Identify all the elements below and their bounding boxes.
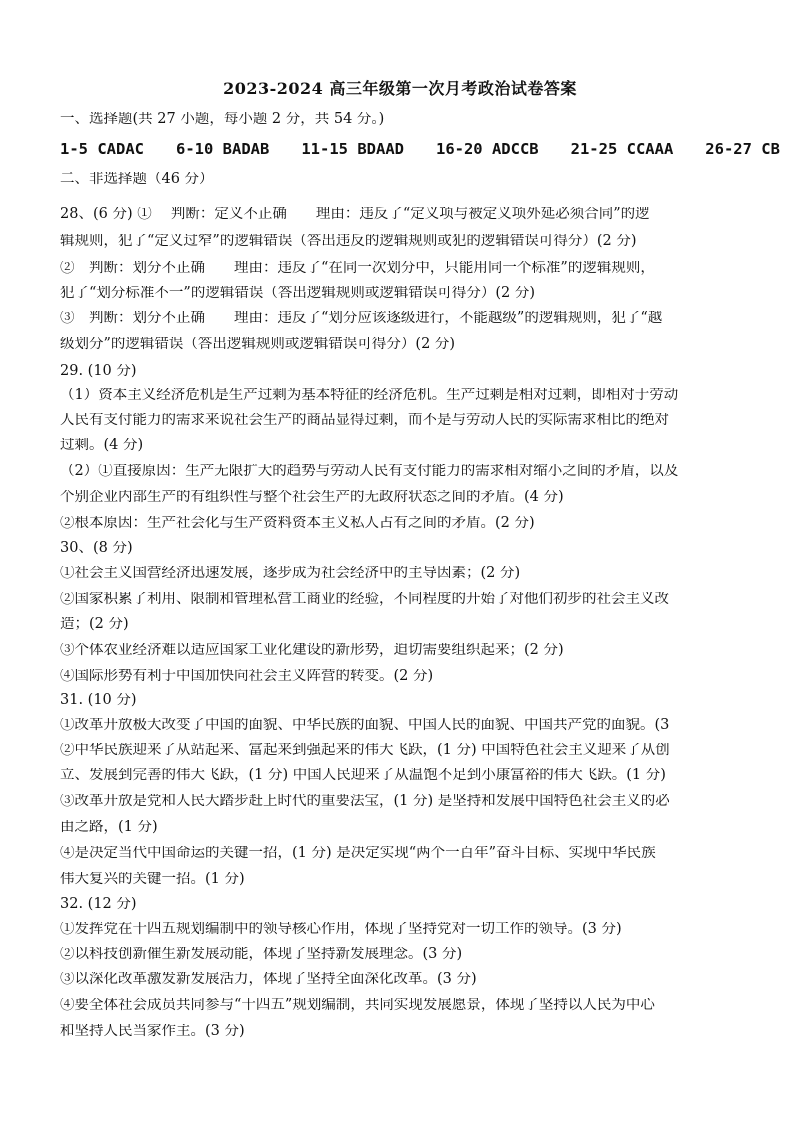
- q30-line: ③个体农业经济难以适应国家工业化建设的新形势，迫切需要组织起来；(2 分): [60, 643, 564, 658]
- q29-line: （1）资本主义经济危机是生产过剩为基本特征的经济危机。生产过剩是相对过剩，即相对于劳动: [60, 388, 679, 403]
- section-2-heading: 二、非选择题（46 分）: [60, 172, 214, 187]
- page-title: 2023-2024 高三年级第一次月考政治试卷答案: [223, 79, 577, 98]
- q30-line: ④国际形势有利于中国加快向社会主义阵营的转变。(2 分): [60, 669, 434, 684]
- q28-line: ② 判断：划分不正确 理由：违反了“在同一次划分中，只能用同一个标准”的逻辑规则，: [60, 261, 655, 276]
- choice-answer-row: [60, 140, 780, 158]
- q32-line: 和坚持人民当家作主。(3 分): [60, 1024, 245, 1039]
- q31-line: ③改革开放是党和人民大踏步赶上时代的重要法宝，(1 分) 是坚持和发展中国特色社会主义的必: [60, 794, 670, 809]
- q29-line: 个别企业内部生产的有组织性与整个社会生产的无政府状态之间的矛盾。(4 分): [60, 490, 564, 505]
- q29-heading: 29. (10 分): [60, 364, 137, 379]
- q31-line: 立、发展到完善的伟大飞跃，(1 分) 中国人民迎来了从温饱不足到小康富裕的伟大飞跃。(1 分): [60, 768, 666, 783]
- q32-line: ②以科技创新催生新发展动能，体现了坚持新发展理念。(3 分): [60, 947, 463, 962]
- answer-group: 26-27 CB: [705, 140, 780, 158]
- q30-line: ①社会主义国营经济迅速发展，逐步成为社会经济中的主导因素；(2 分): [60, 566, 521, 581]
- q29-line: 过剩。(4 分): [60, 438, 144, 453]
- q32-line: ①发挥党在十四五规划编制中的领导核心作用，体现了坚持党对一切工作的领导。(3 分): [60, 922, 622, 937]
- q31-line: ②中华民族迎来了从站起来、富起来到强起来的伟大飞跃，(1 分) 中国特色社会主义迎来了从创: [60, 743, 670, 758]
- q31-line: ①改革开放极大改变了中国的面貌、中华民族的面貌、中国人民的面貌、中国共产党的面貌。(3: [60, 718, 670, 733]
- section-1-heading: 一、选择题(共 27 小题，每小题 2 分，共 54 分。): [60, 112, 385, 127]
- q28-line: 犯了“划分标准不一”的逻辑错误（答出逻辑规则或逻辑错误可得分）(2 分): [60, 286, 535, 301]
- q29-line: ②根本原因：生产社会化与生产资料资本主义私人占有之间的矛盾。(2 分): [60, 516, 535, 531]
- q28-line: 级划分”的逻辑错误（答出逻辑规则或逻辑错误可得分）(2 分): [60, 337, 456, 352]
- q30-line: 造；(2 分): [60, 617, 129, 632]
- answer-group: 21-25 CCAAA: [570, 140, 674, 158]
- q32-heading: 32. (12 分): [60, 897, 137, 912]
- answer-group: 1-5 CADAC: [60, 140, 144, 158]
- q31-line: ④是决定当代中国命运的关键一招，(1 分) 是决定实现“两个一百年”奋斗目标、实现中华民族: [60, 846, 656, 861]
- q28-line: ③ 判断：划分不正确 理由：违反了“划分应该逐级进行，不能越级”的逻辑规则，犯了“越: [60, 311, 663, 326]
- answer-group: 16-20 ADCCB: [435, 140, 539, 158]
- q32-line: ④要全体社会成员共同参与“十四五”规划编制，共同实现发展愿景，体现了坚持以人民为中心: [60, 998, 655, 1013]
- q29-line: （2）①直接原因：生产无限扩大的趋势与劳动人民有支付能力的需求相对缩小之间的矛盾，以及: [60, 464, 679, 479]
- answer-group: 11-15 BDAAD: [301, 140, 404, 158]
- q31-heading: 31. (10 分): [60, 693, 137, 708]
- q30-line: ②国家积累了利用、限制和管理私营工商业的经验，不同程度的开始了对他们初步的社会主义改: [60, 592, 669, 607]
- answer-group: 6-10 BADAB: [176, 140, 270, 158]
- q28-line: 28、(6 分) ① 判断：定义不正确 理由：违反了“定义项与被定义项外延必须合同”的逻: [60, 207, 650, 222]
- q29-line: 人民有支付能力的需求来说社会生产的商品显得过剩，而不是与劳动人民的实际需求相比的绝对: [60, 413, 669, 428]
- q30-heading: 30、(8 分): [60, 541, 133, 556]
- q32-line: ③以深化改革激发新发展活力，体现了坚持全面深化改革。(3 分): [60, 972, 477, 987]
- q31-line: 由之路，(1 分): [60, 820, 158, 835]
- q31-line: 伟大复兴的关键一招。(1 分): [60, 872, 245, 887]
- q28-line: 辑规则，犯了“定义过窄”的逻辑错误（答出违反的逻辑规则或犯的逻辑错误可得分）(2 分): [60, 234, 637, 249]
